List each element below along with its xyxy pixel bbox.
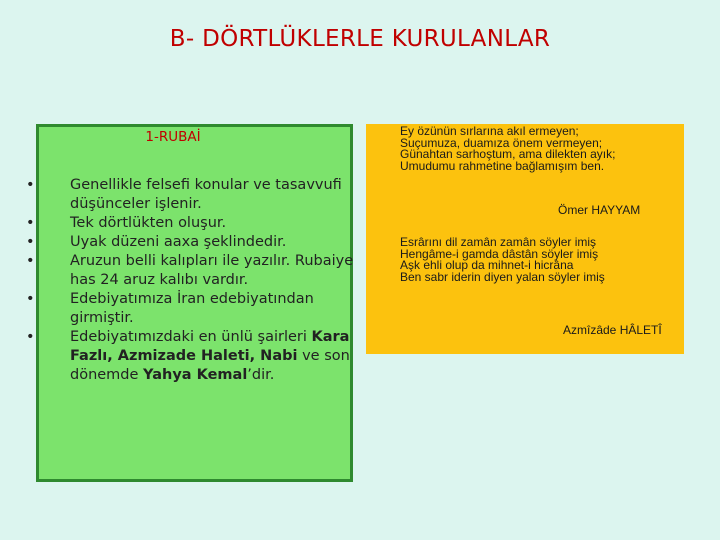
poem-hayyam: Ey özünün sırlarına akıl ermeyen; Suçumuza, duamıza önem vermeyen; Günahtan sarhoştum, ama dilekten ayık; Umudumu rahmetine bağlamışım ben.: [400, 124, 616, 173]
list-item: • Edebiyatımızdaki en ünlü şairleri Kara Fazlı, Azmizade Haleti, Nabi ve son dönemde Yahya Kemal’dir.: [26, 329, 350, 383]
list-item: • Genellikle felsefi konular ve tasavvufi düşünceler işlenir.: [26, 177, 342, 212]
list-item: • Tek dörtlükten oluşur.: [26, 215, 227, 231]
bullet-icon: •: [26, 291, 35, 307]
list-item: • Aruzun belli kalıpları ile yazılır. Rubaiye has 24 aruz kalıbı vardır.: [26, 253, 354, 288]
bullet-icon: •: [26, 177, 35, 193]
poem-author-haleti: Azmîzâde HÂLETÎ: [563, 323, 662, 337]
list-item: • Edebiyatımıza İran edebiyatından girmiştir.: [26, 291, 314, 326]
slide-title: B- DÖRTLÜKLERLE KURULANLAR: [169, 26, 551, 52]
bullet-icon: •: [26, 329, 35, 345]
rubai-heading: 1-RUBAİ: [145, 129, 201, 145]
rubai-bullet-list: [24, 176, 356, 385]
poet-name-yahya-kemal: Yahya Kemal: [143, 367, 248, 383]
bullet-icon: •: [26, 234, 35, 250]
list-item: • Uyak düzeni aaxa şeklindedir.: [26, 234, 287, 250]
poem-author-hayyam: Ömer HAYYAM: [558, 203, 641, 217]
bullet-icon: •: [26, 215, 35, 231]
poet-names: Kara Fazlı, Azmizade Haleti, Nabi: [70, 329, 350, 364]
poem-haleti: Esrârını dil zamân zamân söyler imiş Hengâme-i gamda dâstân söyler imiş Aşk ehli olup da mihnet-i hicrâna Ben sabr iderin diyen yalan söyler imiş: [400, 235, 605, 284]
bullet-icon: •: [26, 253, 35, 269]
